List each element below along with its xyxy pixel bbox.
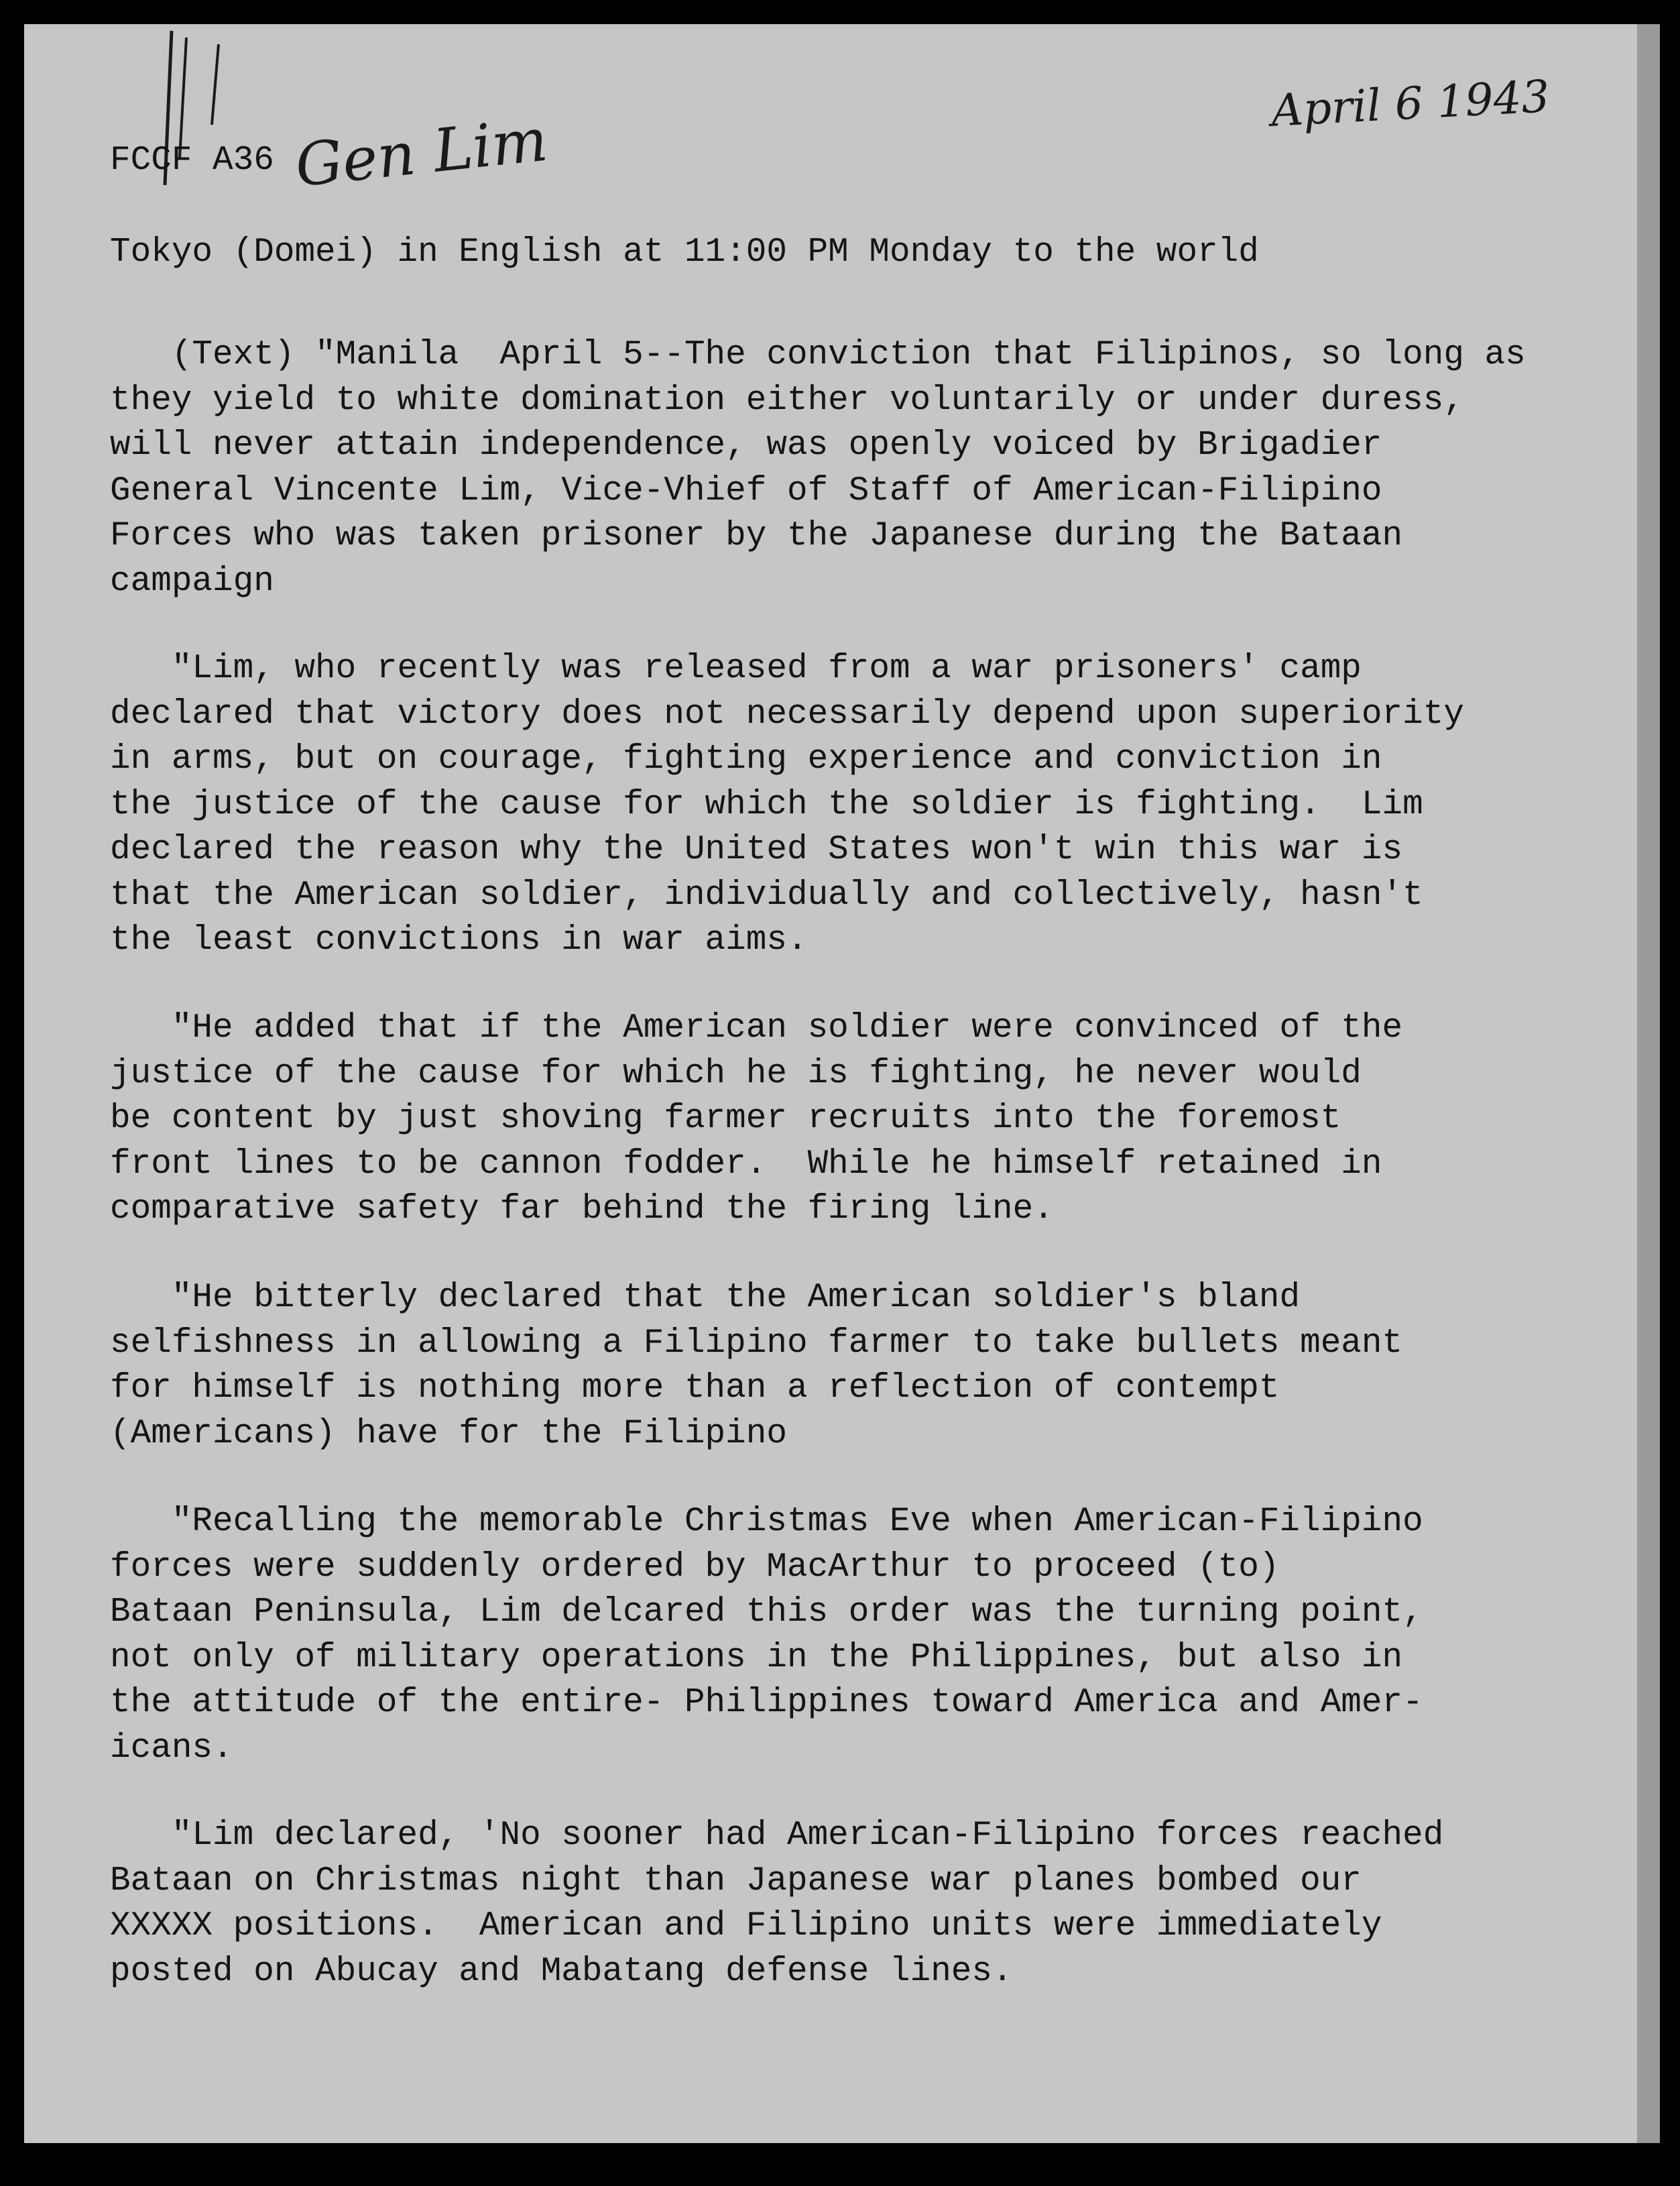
header-code: FCCF A36 [110,141,274,180]
text-line: declared that victory does not necessarily depend upon superiority [110,695,1464,734]
text-line: XXXXX positions. American and Filipino units were immediately [110,1907,1382,1945]
text-line: Forces who was taken prisoner by the Japanese during the Bataan [110,517,1403,555]
text-line: "He bitterly declared that the American soldier's bland [110,1279,1301,1317]
text-line: in arms, but on courage, fighting experience and conviction in [110,740,1382,779]
paragraph-5 [110,1499,1423,1771]
text-line: they yield to white domination either voluntarily or under duress, [110,381,1464,420]
paragraph-3 [110,1006,1402,1232]
text-line: campaign [110,562,274,601]
text-line: (Text) "Manila April 5--The conviction that Filipinos, so long as [110,336,1526,374]
text-line: "Lim, who recently was released from a war prisoners' camp [110,650,1362,688]
text-line: (Americans) have for the Filipino [110,1414,787,1453]
text-line: "He added that if the American soldier were convinced of the [110,1009,1403,1047]
text-line: be content by just shoving farmer recruits into the foremost [110,1100,1341,1138]
text-line: the justice of the cause for which the soldier is fighting. Lim [110,785,1423,824]
text-line: selfishness in allowing a Filipino farmer to take bullets meant [110,1324,1403,1363]
handwritten-date: April 6 1943 [1270,70,1551,137]
text-line: the attitude of the entire- Philippines toward America and Amer- [110,1684,1423,1722]
paragraph-2 [110,646,1464,964]
text-line: comparative safety far behind the firing line. [110,1190,1054,1228]
text-line: for himself is nothing more than a reflection of contempt [110,1369,1280,1407]
paragraph-1 [110,333,1526,604]
text-line: justice of the cause for which he is fighting, he never would [110,1054,1362,1093]
text-line: General Vincente Lim, Vice-Vhief of Staff of American-Filipino [110,471,1382,510]
text-line: "Recalling the memorable Christmas Eve when American-Filipino [110,1503,1423,1541]
text-line: forces were suddenly ordered by MacArthur to proceed (to) [110,1548,1280,1587]
text-line: the least convictions in war aims. [110,921,808,960]
document-page [24,24,1660,2143]
page-edge [1637,24,1660,2143]
handwritten-name: Gen Lim [292,105,551,200]
text-line: front lines to be cannon fodder. While he himself retained in [110,1145,1382,1184]
text-line: posted on Abucay and Mabatang defense lines. [110,1952,1013,1991]
text-line: declared the reason why the United States won't win this war is [110,831,1403,869]
text-line: not only of military operations in the Philippines, but also in [110,1638,1403,1677]
paragraph-4 [110,1275,1402,1456]
station-line: Tokyo (Domei) in English at 11:00 PM Monday to the world [110,233,1259,272]
text-line: will never attain independence, was openly voiced by Brigadier [110,426,1382,465]
paragraph-6 [110,1813,1443,1994]
text-line: Bataan on Christmas night than Japanese war planes bombed our [110,1861,1362,1900]
text-line: "Lim declared, 'No sooner had American-Filipino forces reached [110,1817,1444,1855]
text-line: Bataan Peninsula, Lim delcared this order was the turning point, [110,1593,1423,1631]
text-line: icans. [110,1729,233,1768]
text-line: that the American soldier, individually and collectively, hasn't [110,876,1423,915]
